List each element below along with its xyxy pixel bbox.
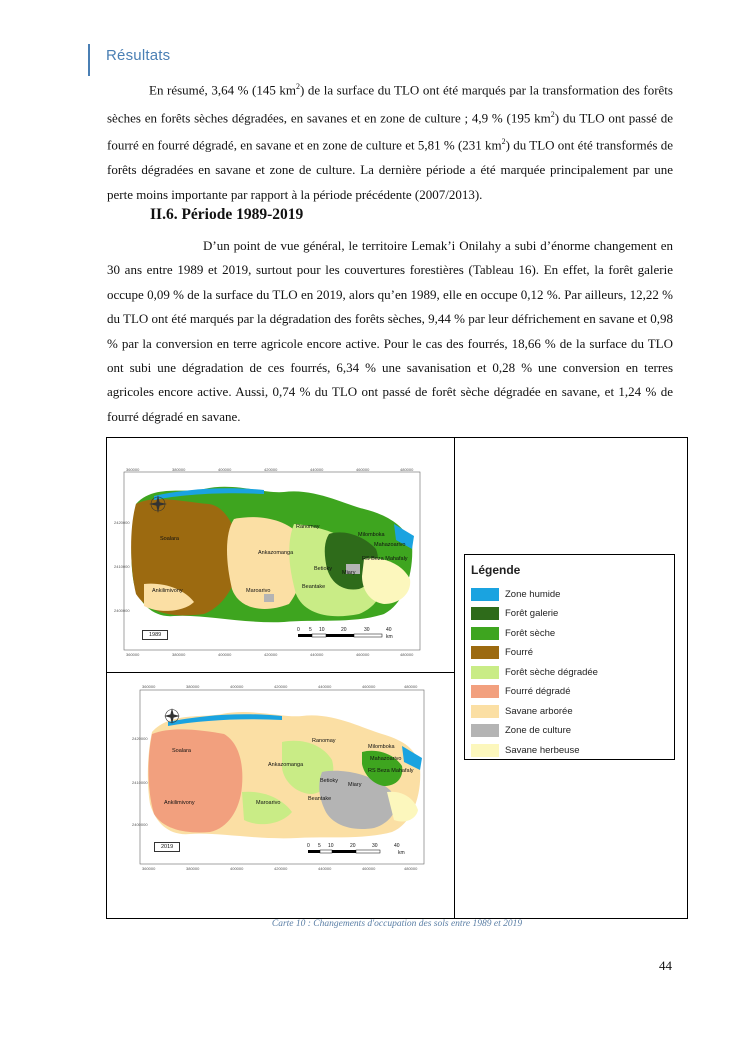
legend-item — [471, 743, 579, 757]
legend-item — [471, 607, 558, 621]
place-label: RS Beza Mahafaly — [368, 768, 414, 774]
legend-item — [471, 704, 573, 718]
tick-y: 2400000 — [132, 822, 148, 827]
place-label: Ranomay — [312, 738, 336, 744]
legend-swatch — [471, 627, 499, 640]
place-label: Miary — [348, 782, 362, 788]
legend-item — [471, 587, 560, 601]
legend-swatch — [471, 685, 499, 698]
legend-label: Fourré dégradé — [505, 686, 571, 697]
tick-x: 460000 — [356, 467, 370, 472]
tick-x: 360000 — [126, 652, 140, 657]
scale-label: 20 — [350, 843, 356, 849]
scale-label: 5 — [318, 843, 321, 849]
scale-label: 20 — [341, 627, 347, 633]
legend-item — [471, 724, 571, 738]
legend-item — [471, 626, 555, 640]
place-label: Maroarivo — [246, 588, 271, 594]
tick-x: 380000 — [172, 467, 186, 472]
tick-x: 380000 — [186, 866, 200, 871]
tick-x: 480000 — [400, 467, 414, 472]
scale-label: 0 — [297, 627, 300, 633]
tick-y: 2420000 — [114, 520, 130, 525]
tick-x: 440000 — [310, 467, 324, 472]
tick-x: 400000 — [218, 467, 232, 472]
tick-y: 2400000 — [114, 608, 130, 613]
tick-x: 400000 — [230, 866, 244, 871]
header-title: Résultats — [106, 47, 171, 64]
legend-title: Légende — [471, 563, 521, 577]
scale-label: 30 — [372, 843, 378, 849]
scale-bar-icon — [298, 634, 382, 637]
figure-divider-vertical — [454, 437, 455, 919]
tick-x: 400000 — [230, 684, 244, 689]
legend-label: Fourré — [505, 647, 533, 658]
tick-x: 460000 — [362, 684, 376, 689]
place-label: Ankazomanga — [268, 762, 304, 768]
map-year-label: 1989 — [142, 630, 168, 640]
place-label: Mahazoarivo — [370, 756, 402, 762]
scale-label: km — [386, 634, 393, 640]
place-label: Soalara — [160, 536, 179, 542]
legend-label: Savane herbeuse — [505, 744, 580, 756]
place-label: Milomboka — [358, 532, 385, 538]
place-label: Beantake — [302, 584, 326, 590]
tick-x: 400000 — [218, 652, 232, 657]
legend-label: Forêt sèche — [505, 627, 556, 639]
legend-item — [471, 665, 598, 679]
place-label: Ankilimivony — [152, 588, 183, 594]
tick-x: 420000 — [264, 652, 278, 657]
place-label: RS Beza Mahafaly — [362, 556, 408, 562]
tick-x: 480000 — [404, 866, 418, 871]
scale-bar-icon — [308, 850, 380, 853]
page-number: 44 — [659, 958, 672, 973]
tick-x: 460000 — [362, 866, 376, 871]
legend-swatch — [471, 588, 499, 601]
tick-x: 480000 — [400, 652, 414, 657]
tick-x: 360000 — [142, 866, 156, 871]
figure-caption: Carte 10 : Changements d'occupation des sols entre 1989 et 2019 — [271, 919, 523, 929]
header-accent-bar — [88, 44, 90, 76]
place-label: Ankazomanga — [258, 550, 294, 556]
tick-x: 440000 — [318, 684, 332, 689]
legend-item — [471, 685, 570, 699]
place-label: Betioky — [320, 778, 339, 784]
legend-label: Forêt sèche dégradée — [505, 666, 598, 678]
legend-item — [471, 646, 533, 660]
legend-swatch — [471, 607, 499, 620]
tick-y: 2410000 — [132, 780, 148, 785]
tick-x: 440000 — [310, 652, 324, 657]
tick-x: 480000 — [404, 684, 418, 689]
tick-x: 380000 — [172, 652, 186, 657]
figure-divider-horizontal — [106, 672, 455, 673]
legend-swatch — [471, 744, 499, 757]
place-label: Mahazoarivo — [374, 542, 406, 548]
tick-x: 420000 — [274, 866, 288, 871]
period-paragraph: D’un point de vue général, le territoire Lemak’i Onilahy a subi d’énorme changement en 30 ans entre 1989 et 2019, surtout pour les couvertures forestières (Tableau 16). En effet, la forêt galerie occupe 0,09 % de la surface du TLO en 2019, alors qu’en 1989, elle en occupe 0,12 %. Par ailleurs, 12,22 % du TLO ont été marqués par la dégradation des forêts sèches, 9,44 % par leur défrichement en savane et 0,98 % par la conversion en terre agricole encore active. Pour le cas des fourrés, 18,66 % de la surface du TLO ont subi une dégradation de ces fourrés, 6,34 % une savanisation et 0,28 % une conversion en terres agricoles encore active. Aussi, 0,74 % du TLO ont passé de forêt sèche dégradée en savane, et 1,24 % de fourré dégradé en savane. — [107, 238, 673, 424]
legend-label: Savane arborée — [505, 705, 573, 717]
place-label: Betioky — [314, 566, 333, 572]
scale-label: km — [398, 850, 405, 856]
scale-label: 5 — [309, 627, 312, 633]
place-label: Ankilimivony — [164, 800, 195, 806]
map-2019 — [132, 682, 442, 878]
legend-label: Forêt galerie — [505, 608, 559, 619]
map-legend — [464, 554, 675, 760]
scale-label: 10 — [319, 627, 325, 633]
scale-label: 0 — [307, 843, 310, 849]
superscript: 2 — [296, 82, 301, 91]
tick-y: 2410000 — [114, 564, 130, 569]
tick-x: 360000 — [126, 467, 140, 472]
legend-label: Zone de culture — [505, 725, 572, 736]
scale-label: 40 — [386, 627, 392, 633]
place-label: Milomboka — [368, 744, 395, 750]
place-label: Soalara — [172, 748, 191, 754]
tick-x: 360000 — [142, 684, 156, 689]
tick-x: 380000 — [186, 684, 200, 689]
section-heading: II.6. Période 1989-2019 — [150, 206, 304, 223]
legend-swatch — [471, 666, 499, 679]
tick-x: 440000 — [318, 866, 332, 871]
map-year-label: 2019 — [154, 842, 180, 852]
tick-x: 420000 — [274, 684, 288, 689]
legend-swatch — [471, 724, 499, 737]
scale-label: 30 — [364, 627, 370, 633]
place-label: Beantake — [308, 796, 332, 802]
scale-label: 40 — [394, 843, 400, 849]
tick-y: 2420000 — [132, 736, 148, 741]
tick-x: 460000 — [356, 652, 370, 657]
place-label: Maroarivo — [256, 800, 281, 806]
legend-label: Zone humide — [505, 588, 561, 600]
tick-x: 420000 — [264, 467, 278, 472]
legend-swatch — [471, 646, 499, 659]
place-label: Ranomay — [296, 524, 320, 530]
summary-paragraph: En résumé, 3,64 % (145 $km^2$) de la surface du TLO ont été marqués par la transformation des forêts sèches en forêts sèches dégradées, en savanes et en zone de culture ; 4,9 % (195 $km^2$) du TLO ont passé de fourré en fourré dégradé, en savane et en zone de culture et 5,81 % (231 $km^2$) du TLO ont été transformés de forêts dégradées en savane et zone de culture. La dernière période a été marquée principalement par une perte moins importante par rapport à la période précédente (2007/2013). — [107, 82, 673, 202]
legend-swatch — [471, 705, 499, 718]
scale-label: 10 — [328, 843, 334, 849]
place-label: Miary — [342, 570, 356, 576]
map-1989 — [114, 464, 444, 664]
